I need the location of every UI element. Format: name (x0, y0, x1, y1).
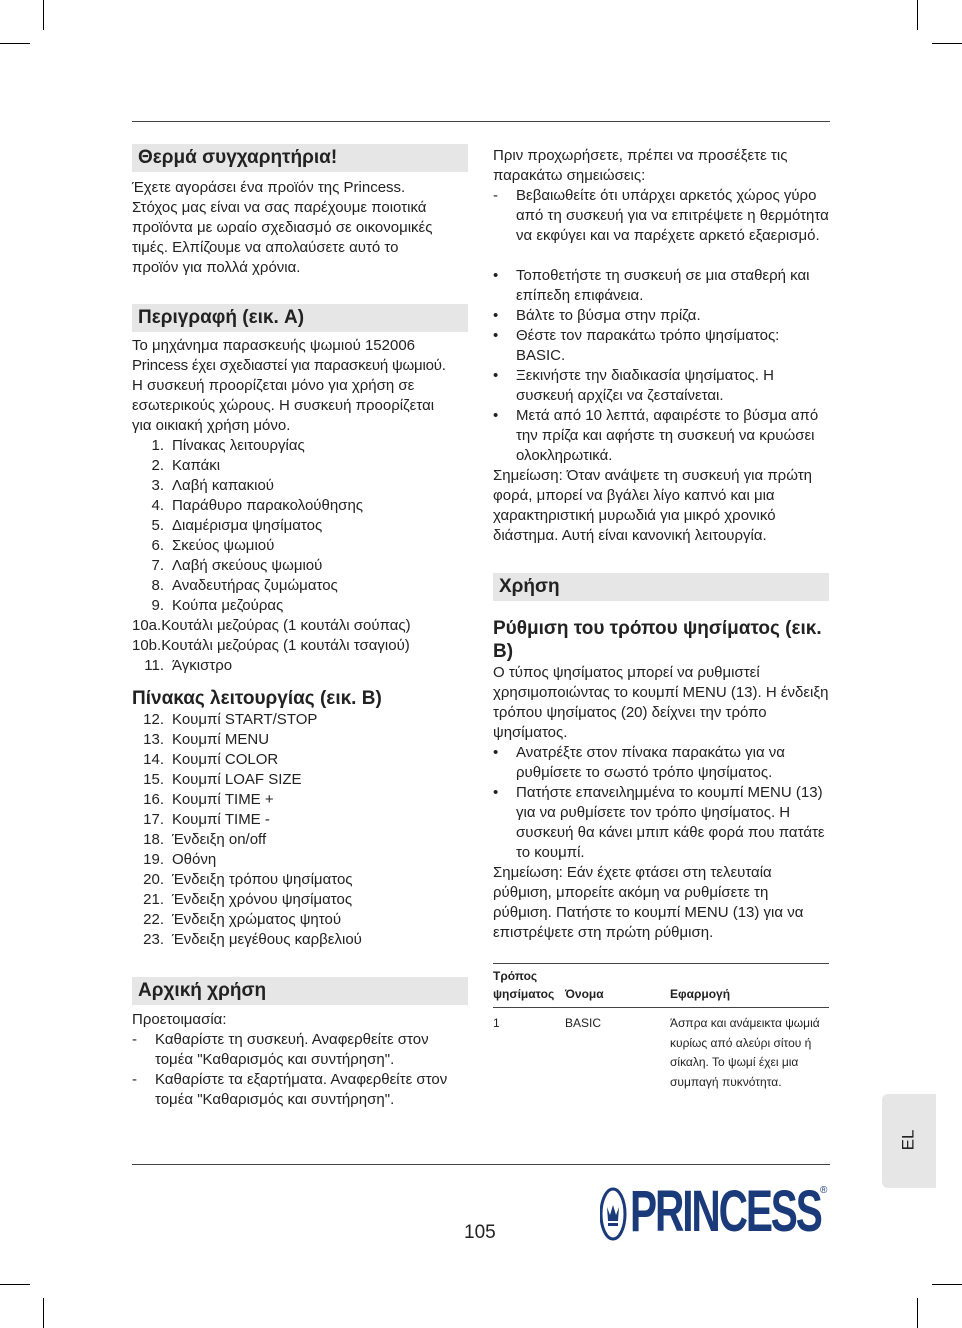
crop-mark (0, 1284, 30, 1285)
item-text: Βάλτε το βύσμα στην πρίζα. (516, 307, 701, 324)
item-number: 5. (151, 517, 164, 534)
left-column (132, 144, 468, 1110)
item-text: Λαβή σκεύους ψωμιού (172, 557, 323, 574)
congrats-text (132, 178, 468, 278)
item-number: 16. (143, 791, 164, 808)
princess-logo (600, 1179, 830, 1248)
first-use-heading: Αρχική χρήση (132, 977, 468, 1005)
item-number: 7. (151, 557, 164, 574)
item-text: Οθόνη (172, 851, 217, 868)
table-header: Όνομα (565, 987, 604, 1001)
item-number: 21. (143, 891, 164, 908)
list-item (132, 730, 468, 750)
item-number: 6. (151, 537, 164, 554)
bullet-marker: • (493, 307, 499, 324)
item-text: Θέστε τον παρακάτω τρόπο ψησίματος: BASIC. (516, 327, 780, 364)
list-item (132, 710, 468, 730)
list-item (132, 656, 468, 676)
crop-mark (932, 43, 962, 44)
item-text: Καθαρίστε τα εξαρτήματα. Αναφερθείτε στον τομέα "Καθαρισμός και συντήρηση". (155, 1071, 448, 1108)
page-number: 105 (464, 1222, 496, 1243)
list-item (132, 870, 468, 890)
bullet-marker: • (493, 744, 499, 761)
bullet-marker: - (132, 1031, 137, 1048)
bullet-item (493, 743, 829, 783)
table-header: Τρόπος ψησίματος (493, 969, 555, 1001)
bullet-item (493, 783, 829, 863)
item-text: Μετά από 10 λεπτά, αφαιρέστε το βύσμα από την πρίζα και αφήστε τη συσκευή να κρυώσει ολοκληρωτικά. (516, 407, 819, 464)
item-text: Παράθυρο παρακολούθησης (172, 497, 364, 514)
item-text: Καπάκι (172, 457, 221, 474)
item-number: 20. (143, 871, 164, 888)
mode-text: Ο τύπος ψησίματος μπορεί να ρυθμιστεί χρησιμοποιώντας το κουμπί MENU (13). Η ένδειξη τρόπου ψησίματος (20) δείχνει την τρόπο ψησίματος. (493, 664, 829, 741)
list-item (132, 790, 468, 810)
list-item (132, 576, 468, 596)
list-item (132, 516, 468, 536)
bullet-marker: • (493, 327, 499, 344)
item-text: Αναδευτήρας ζυμώματος (172, 577, 338, 594)
item-number: 1. (151, 437, 164, 454)
text-line: τιμές. Ελπίζουμε να απολαύσετε αυτό το (132, 239, 399, 256)
list-item (132, 830, 468, 850)
top-rule (132, 121, 830, 122)
list-item (132, 890, 468, 910)
bullet-marker: • (493, 784, 499, 801)
note-first-use: Σημείωση: Όταν ανάψετε τη συσκευή για πρώτη φορά, μπορεί να βγάλει λίγο καπνό και μια χαρακτηριστική μυρωδιά για μικρό χρονικό διάστημα. Αυτή είναι κανονική λειτουργία. (493, 467, 812, 544)
crop-mark (917, 0, 918, 30)
list-item (132, 750, 468, 770)
list-item: 10b.Κουτάλι μεζούρας (1 κουτάλι τσαγιού) (132, 637, 410, 654)
item-text: Ξεκινήστε την διαδικασία ψησίματος. Η συσκευή αρχίζει να ζεσταίνεται. (516, 367, 774, 404)
item-number: 23. (143, 931, 164, 948)
item-text: Ένδειξη τρόπου ψησίματος (172, 871, 353, 888)
list-item (132, 556, 468, 576)
parts-list (132, 436, 468, 616)
item-text: Άγκιστρο (172, 657, 233, 674)
item-text: Κούπα μεζούρας (172, 597, 284, 614)
text-line: Στόχος μας είναι να σας παρέχουμε ποιοτικά (132, 199, 427, 216)
bullet-item (493, 266, 829, 306)
bullet-marker: • (493, 407, 499, 424)
item-text: Ανατρέξτε στον πίνακα παρακάτω για να ρυθμίσετε το σωστό τρόπο ψησίματος. (516, 744, 785, 781)
table-header: Εφαρμογή (670, 987, 731, 1001)
list-item: 10a.Κουτάλι μεζούρας (1 κουτάλι σούπας) (132, 617, 411, 634)
text-line: εσωτερικούς χώρους. Η συσκευή προορίζεται (132, 397, 435, 414)
table-cell-mode: 1 (493, 1016, 500, 1030)
first-use-list (132, 1030, 468, 1110)
item-text: Κουμπί START/STOP (172, 711, 318, 728)
list-item (132, 810, 468, 830)
bullet-item (493, 306, 829, 326)
item-number: 8. (151, 577, 164, 594)
list-item (132, 596, 468, 616)
list-item (132, 536, 468, 556)
list-item (132, 850, 468, 870)
item-text: Πατήστε επανειλημμένα το κουμπί MENU (13) για να ρυθμίσετε τον τρόπο ψησίματος. Η συσκευή θα κάνει μπιπ κάθε φορά που πατάτε το κουμπί. (516, 784, 825, 861)
item-text: Διαμέρισμα ψησίματος (172, 517, 323, 534)
first-use-intro: Προετοιμασία: (132, 1011, 227, 1028)
item-number: 15. (143, 771, 164, 788)
item-text: Καθαρίστε τη συσκευή. Αναφερθείτε στον τομέα "Καθαρισμός και συντήρηση". (155, 1031, 429, 1068)
item-number: 22. (143, 911, 164, 928)
crop-mark (0, 43, 30, 44)
list-item (132, 770, 468, 790)
item-number: 19. (143, 851, 164, 868)
item-text: Ένδειξη on/off (172, 831, 267, 848)
item-number: 2. (151, 457, 164, 474)
congrats-heading: Θερμά συγχαρητήρια! (132, 144, 468, 172)
item-text: Τοποθετήστε τη συσκευή σε μια σταθερή και επίπεδη επιφάνεια. (516, 267, 810, 304)
bullet-marker: • (493, 267, 499, 284)
text-line: Η συσκευή προορίζεται μόνο για χρήση σε (132, 377, 415, 394)
list-item (132, 910, 468, 930)
bullet-item (493, 366, 829, 406)
mode-heading: Ρύθμιση του τρόπου ψησίματος (εικ. B) (493, 618, 822, 662)
bullet-item (132, 1030, 468, 1070)
bullet-item (493, 326, 829, 366)
table-cell-name: BASIC (565, 1016, 602, 1030)
text-line: παρακάτω σημειώσεις: (493, 167, 646, 184)
description-heading: Περιγραφή (εικ. A) (132, 304, 468, 332)
description-text (132, 336, 468, 436)
item-text: Κουμπί COLOR (172, 751, 279, 768)
item-text: Λαβή καπακιού (172, 477, 275, 494)
panel-list (132, 710, 468, 950)
registered-mark: ® (820, 1185, 828, 1196)
item-text: Ένδειξη χρόνου ψησίματος (172, 891, 353, 908)
usage-heading: Χρήση (493, 573, 829, 601)
bullet-item (132, 1070, 468, 1110)
mode-table (493, 963, 829, 1092)
dash-item (493, 186, 829, 246)
table-cell-app: Άσπρα και ανάμεικτα ψωμιά κυρίως από αλεύρι σίτου ή σίκαλη. Το ψωμί έχει μια συμπαγή πυκνότητα. (670, 1016, 820, 1089)
table-row (493, 1008, 829, 1093)
text-line: προϊόν για πολλά χρόνια. (132, 259, 301, 276)
item-number: 11. (144, 657, 164, 674)
item-number: 3. (151, 477, 164, 494)
list-item (132, 496, 468, 516)
item-text: Ένδειξη μεγέθους καρβελιού (172, 931, 362, 948)
item-text: Πίνακας λειτουργίας (172, 437, 305, 454)
bullet-marker: - (132, 1071, 137, 1088)
bottom-rule (132, 1164, 830, 1165)
text-line: προϊόντα με ωραίο σχεδιασμό σε οικονομικές (132, 219, 433, 236)
crop-mark (917, 1298, 918, 1328)
list-item (132, 476, 468, 496)
text-line: Έχετε αγοράσει ένα προϊόν της Princess. (132, 179, 406, 196)
item-number: 4. (151, 497, 164, 514)
item-text: Βεβαιωθείτε ότι υπάρχει αρκετός χώρος γύρο από τη συσκευή για να επιτρέψετε η θερμότητα να εκφύγει και να παρέχετε αρκετό εξαερισμό. (516, 187, 829, 244)
item-text: Ένδειξη χρώματος ψητού (172, 911, 342, 928)
list-item (132, 436, 468, 456)
steps-list (493, 266, 829, 466)
item-text: Κουμπί LOAF SIZE (172, 771, 302, 788)
dash-marker: - (493, 187, 498, 204)
item-number: 18. (143, 831, 164, 848)
item-number: 9. (151, 597, 164, 614)
item-text: Σκεύος ψωμιού (172, 537, 275, 554)
item-number: 13. (143, 731, 164, 748)
crop-mark (43, 1298, 44, 1328)
note-menu: Σημείωση: Εάν έχετε φτάσει στη τελευταία ρύθμιση, μπορείτε ακόμη να ρυθμίσετε τη ρύθμιση. Πατήστε το κουμπί MENU (13) για να επιστρέψετε στη πρώτη ρύθμιση. (493, 864, 804, 941)
language-tab (882, 1094, 936, 1188)
panel-heading: Πίνακας λειτουργίας (εικ. B) (132, 688, 382, 709)
right-column (493, 146, 829, 1092)
crop-mark (43, 0, 44, 30)
text-line: Το μηχάνημα παρασκευής ψωμιού 152006 (132, 337, 416, 354)
item-text: Κουμπί TIME - (172, 811, 270, 828)
text-line: Princess έχει σχεδιαστεί για παρασκευή ψωμιού. (132, 357, 446, 374)
item-number: 14. (143, 751, 164, 768)
item-number: 12. (143, 711, 164, 728)
list-item (132, 930, 468, 950)
list-item (132, 456, 468, 476)
item-text: Κουμπί TIME + (172, 791, 274, 808)
text-line: για οικιακή χρήση μόνο. (132, 417, 291, 434)
brand-name: PRINCESS (630, 1179, 821, 1244)
item-number: 17. (143, 811, 164, 828)
item-text: Κουμπί MENU (172, 731, 270, 748)
bullet-marker: • (493, 367, 499, 384)
mode-list (493, 743, 829, 863)
language-label: EL (898, 1129, 918, 1151)
crop-mark (932, 1284, 962, 1285)
text-line: Πριν προχωρήσετε, πρέπει να προσέξετε τις (493, 147, 788, 164)
bullet-item (493, 406, 829, 466)
